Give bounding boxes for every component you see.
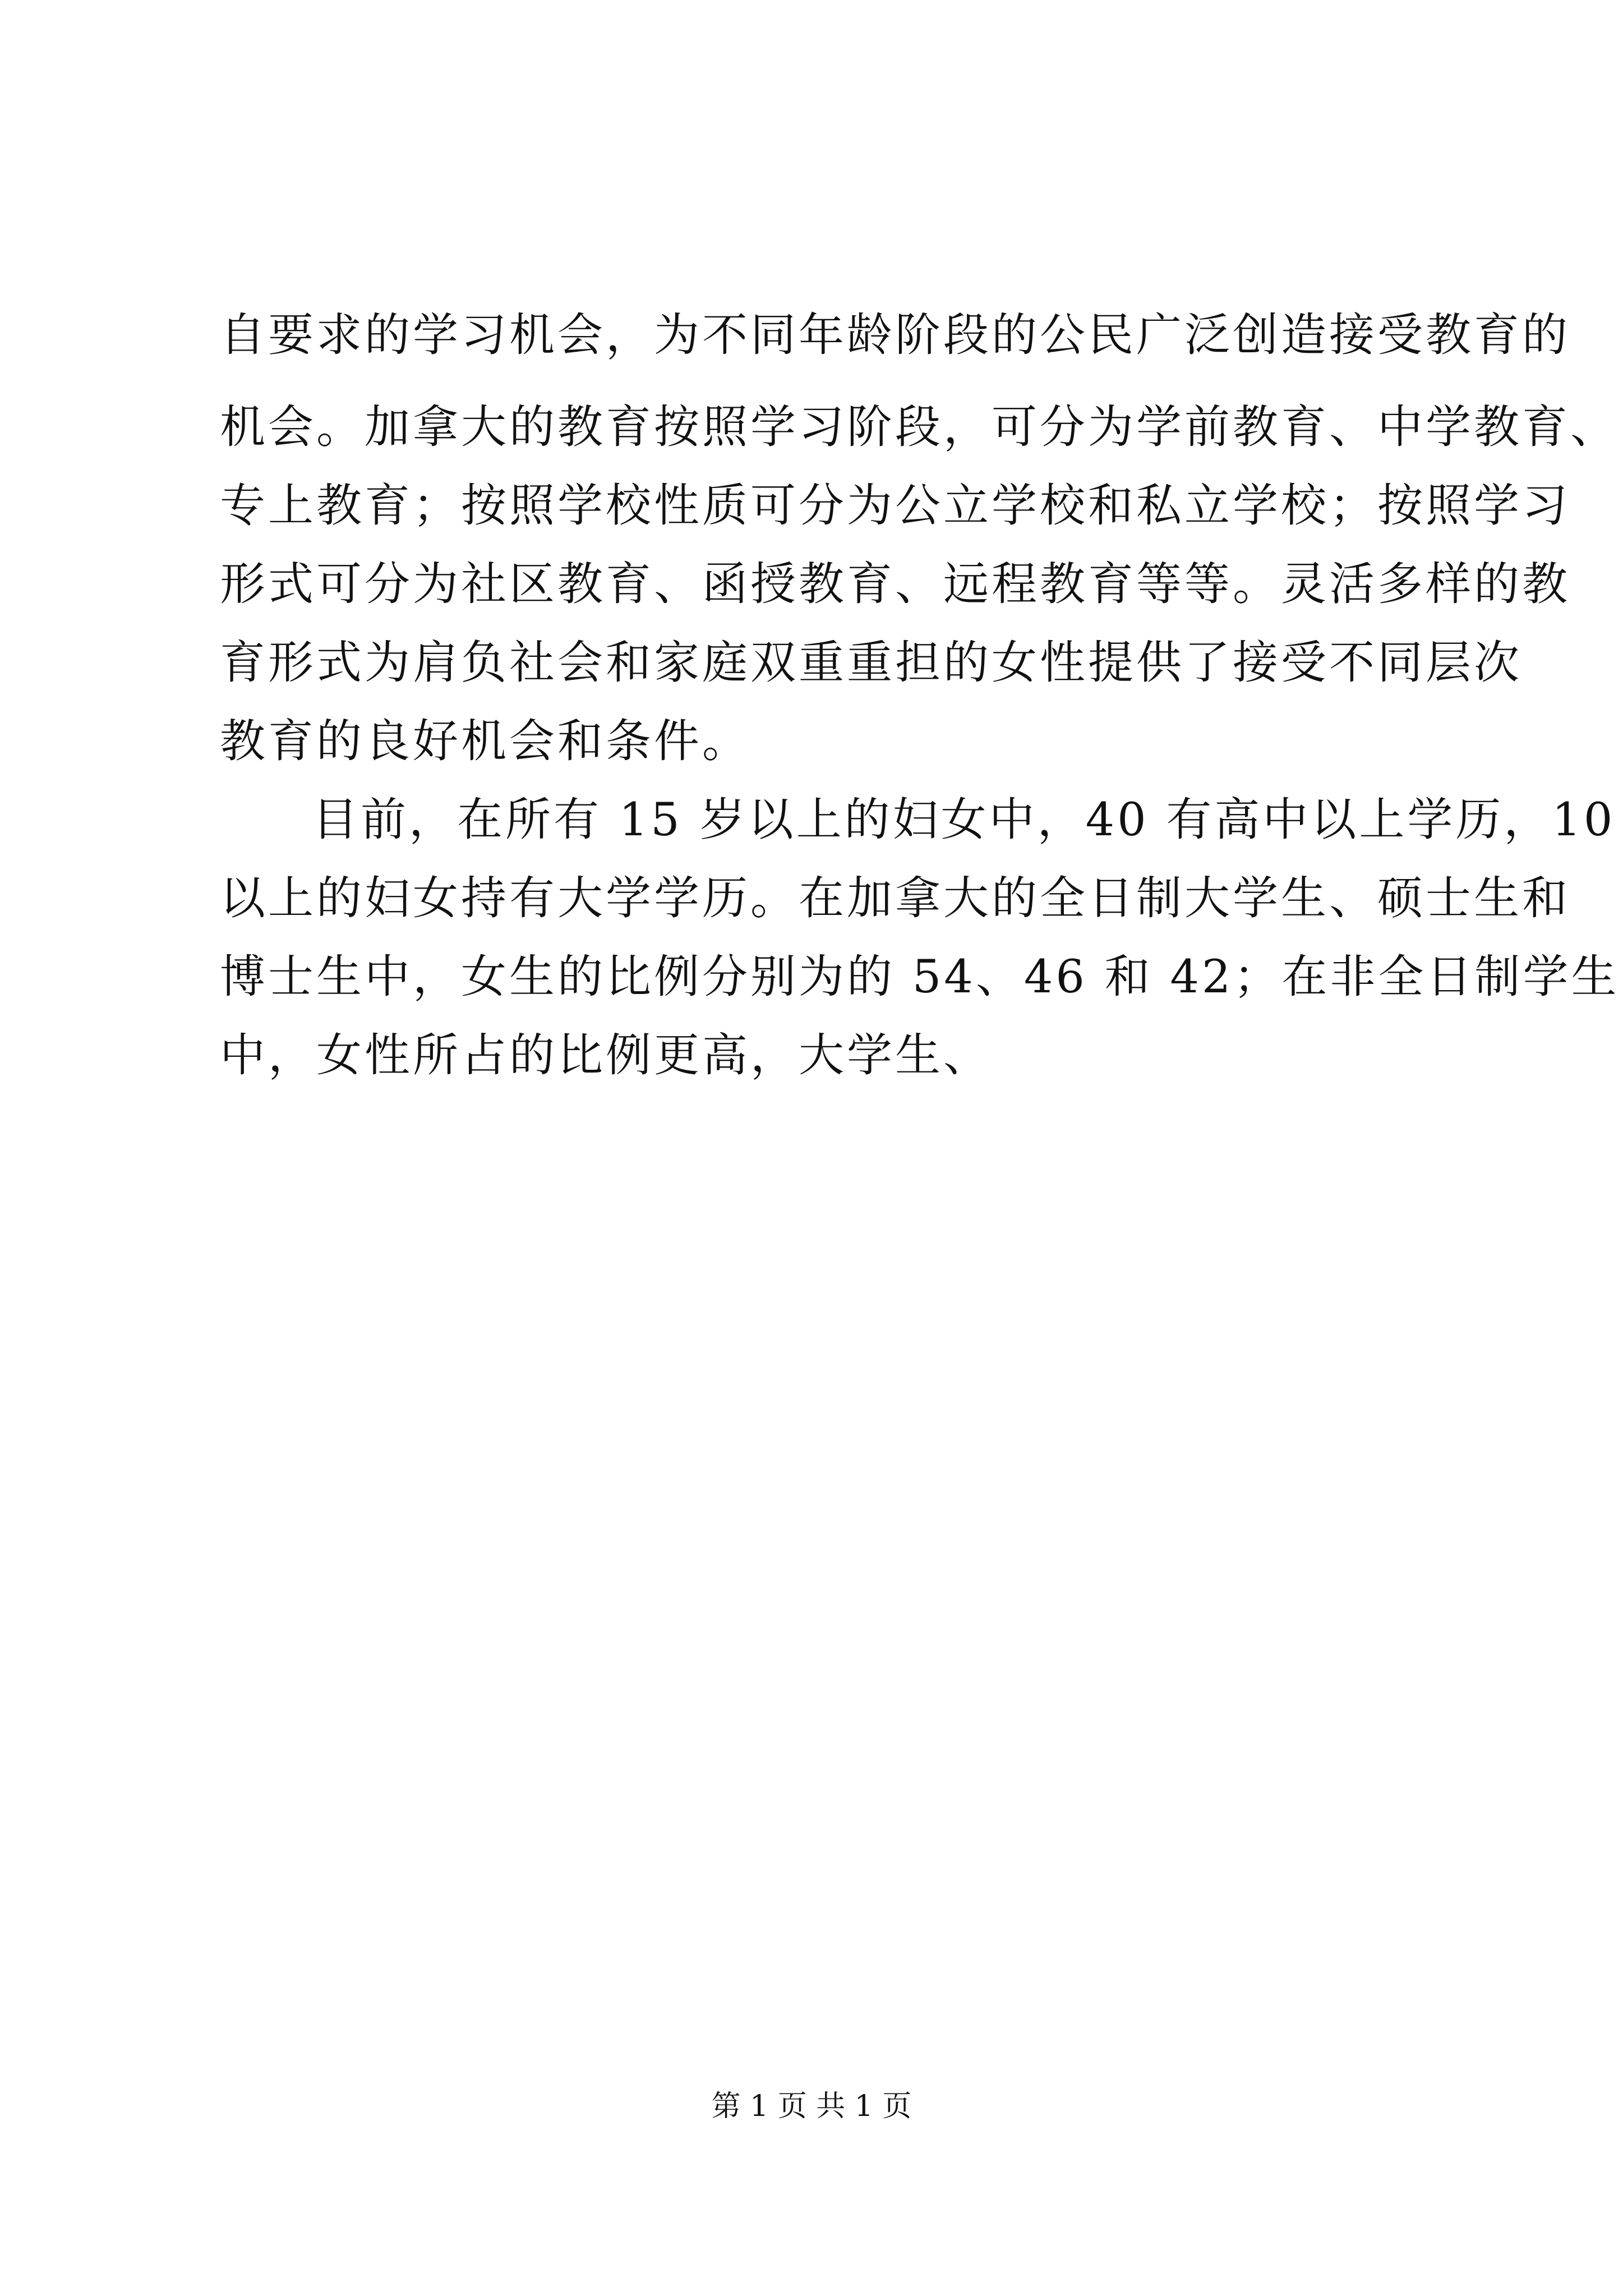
paragraph-1-line-1: 自要求的学习机会，为不同年龄阶段的公民广泛创造接受教育的 xyxy=(220,309,1571,362)
paragraph-2-line-1: 目前，在所有 15 岁以上的妇女中，40 有高中以上学历，10 xyxy=(312,794,1616,846)
paragraph-2-line-3: 博士生中，女生的比例分别为的 54、46 和 42；在非全日制学生 xyxy=(220,951,1620,1004)
paragraph-2-line-4: 中，女性所占的比例更高，大学生、 xyxy=(220,1029,992,1082)
paragraph-1-line-6: 教育的良好机会和条件。 xyxy=(220,715,751,768)
paragraph-1-line-5: 育形式为肩负社会和家庭双重重担的女性提供了接受不同层次 xyxy=(220,637,1523,689)
paragraph-1-line-2: 机会。加拿大的教育按照学习阶段，可分为学前教育、中学教育、 xyxy=(220,401,1619,454)
paragraph-1-line-3: 专上教育；按照学校性质可分为公立学校和私立学校；按照学习 xyxy=(220,480,1571,532)
page-number-footer: 第 1 页 共 1 页 xyxy=(711,2090,912,2123)
paragraph-1-line-4: 形式可分为社区教育、函授教育、远程教育等等。灵活多样的教 xyxy=(220,558,1571,611)
paragraph-2-line-2: 以上的妇女持有大学学历。在加拿大的全日制大学生、硕士生和 xyxy=(220,872,1571,925)
